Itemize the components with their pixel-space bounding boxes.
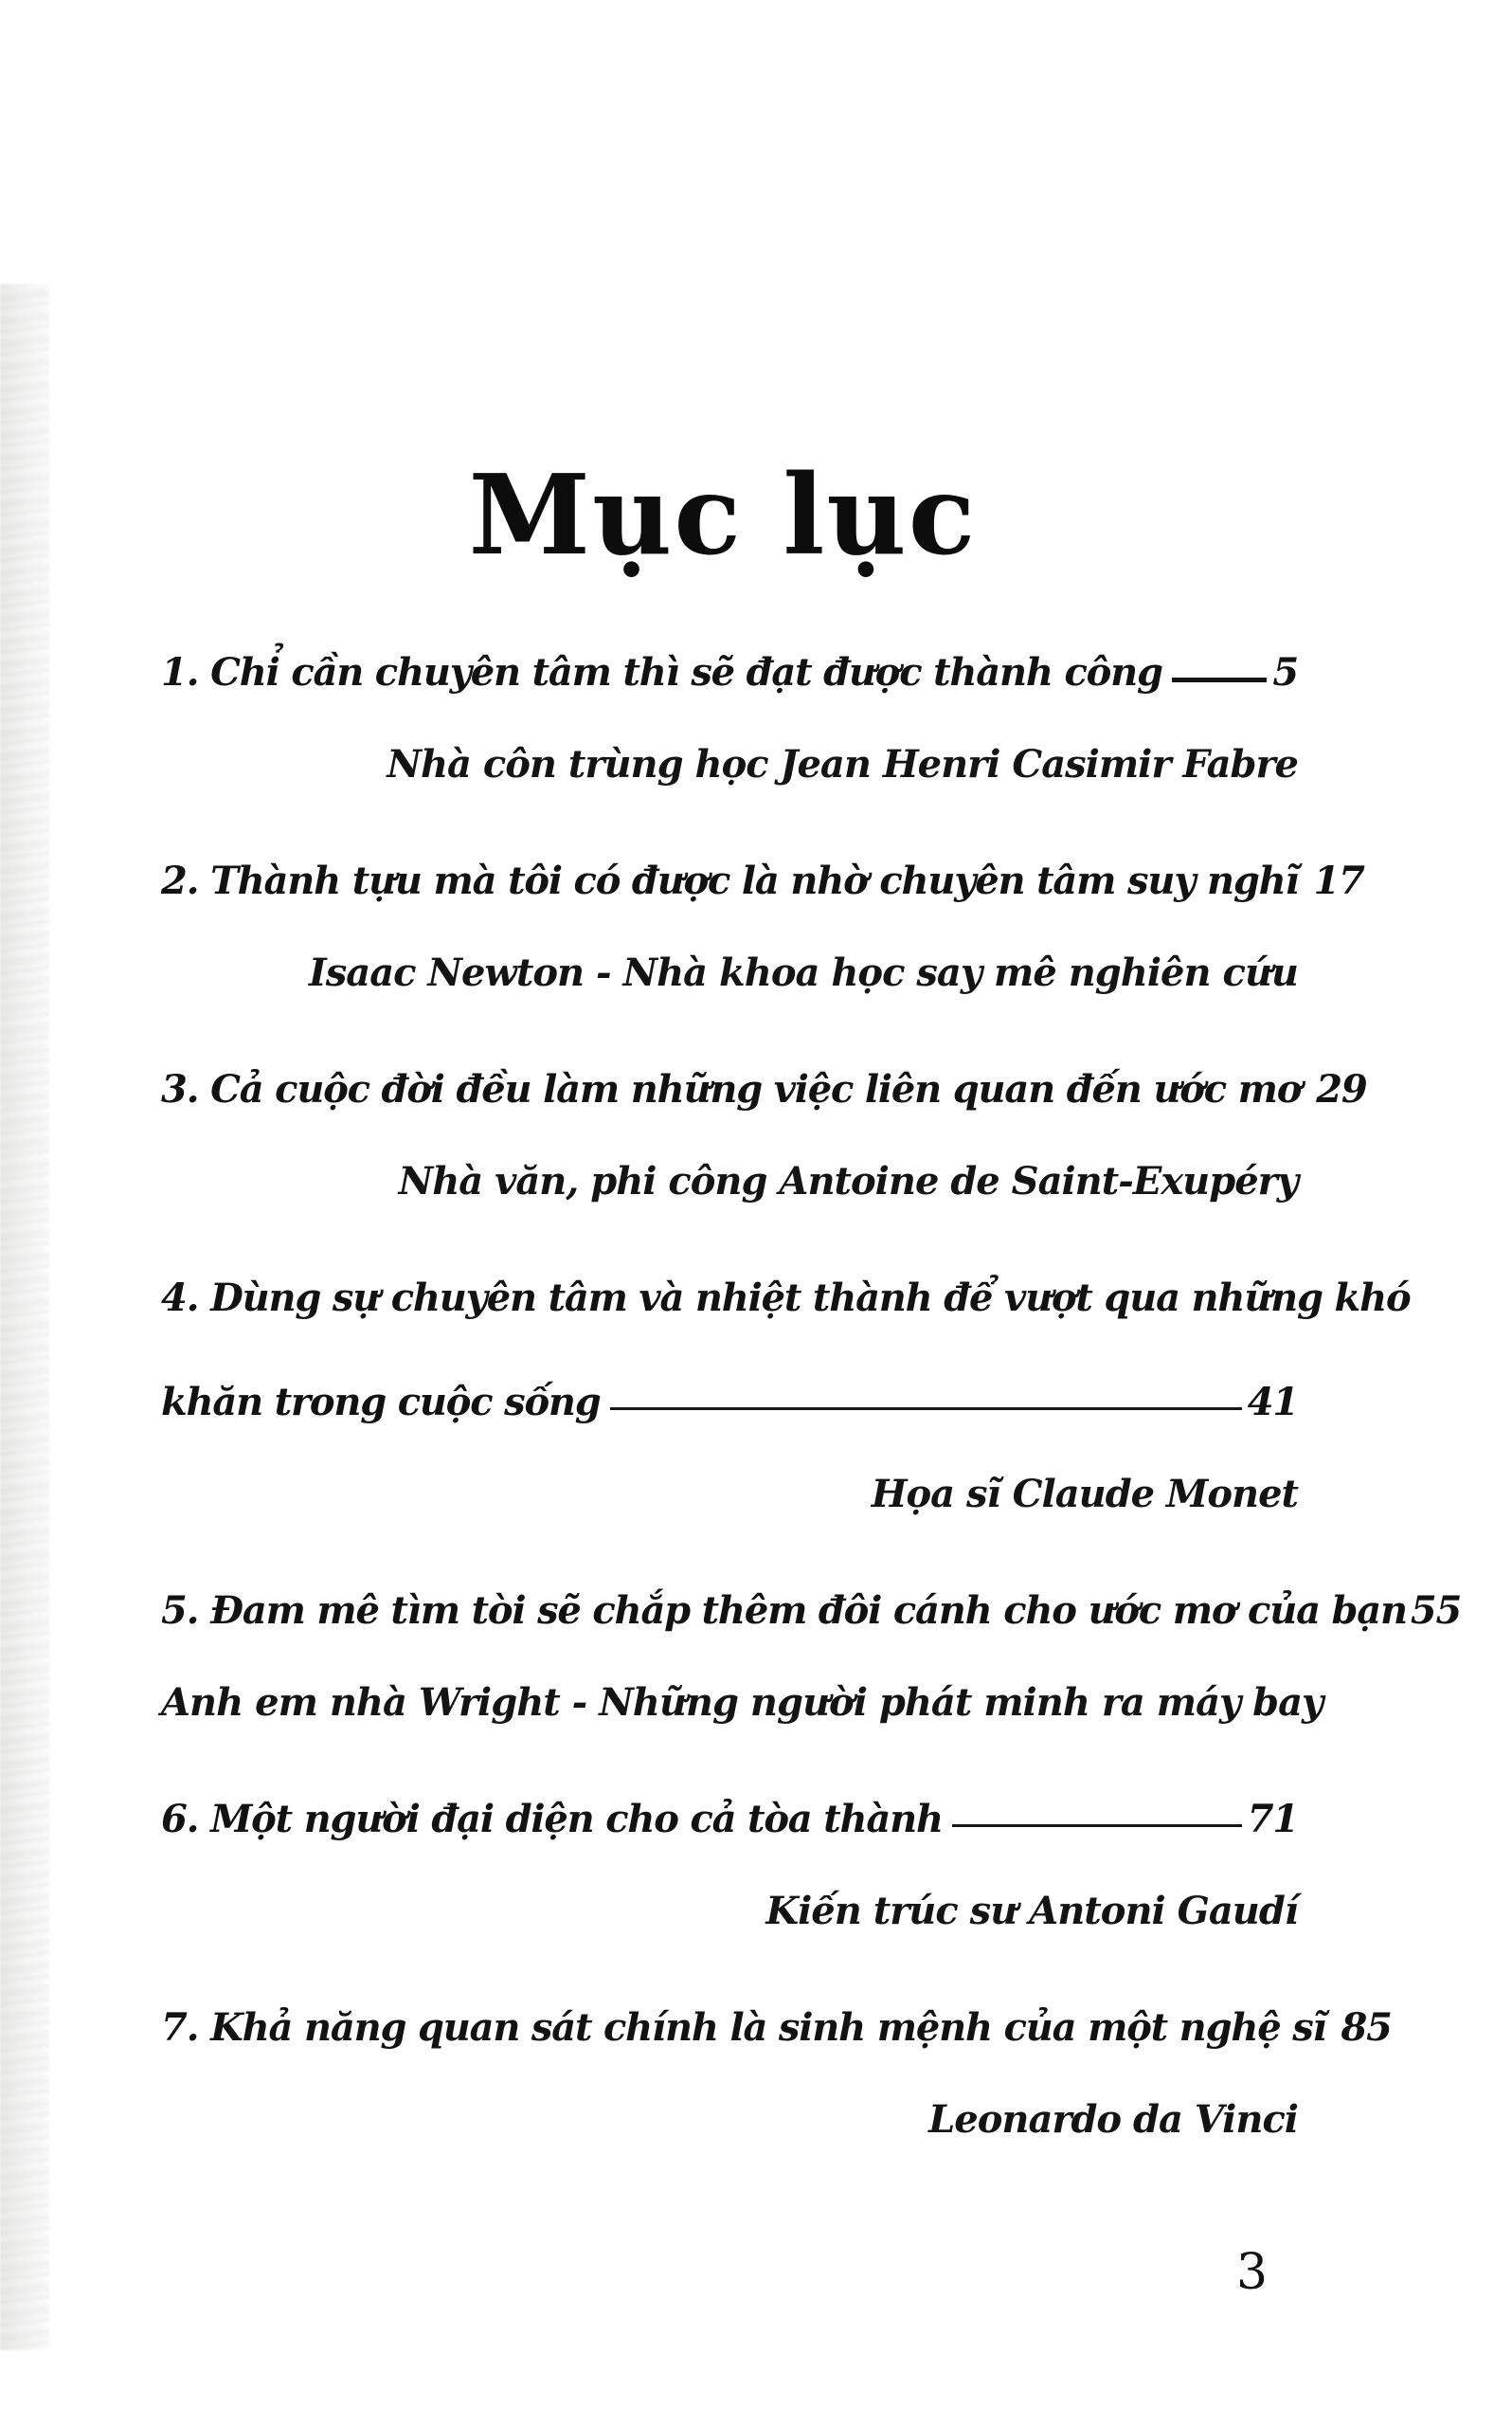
toc-page-number: 17 — [1313, 859, 1364, 903]
toc-author-3: Nhà văn, phi công Antoine de Saint-Exupéry — [398, 1159, 1298, 1204]
toc-entry-title: 3. Cả cuộc đời đều làm những việc liên quan đến ước mơ — [161, 1067, 1302, 1112]
toc-author-4: Họa sĩ Claude Monet — [871, 1472, 1298, 1516]
toc-page-number: 85 — [1341, 2005, 1392, 2050]
scan-gutter-shadow — [0, 284, 49, 2350]
page-title: Mục lục — [468, 450, 978, 580]
toc-page-number: 71 — [1247, 1797, 1298, 1841]
toc-entry-4-line-1 — [161, 1253, 1411, 1320]
toc-author-6: Kiến trúc sư Antoni Gaudí — [765, 1889, 1298, 1933]
toc-entry-title: 1. Chỉ cần chuyên tâm thì sẽ đạt được thành công — [161, 650, 1162, 695]
toc-author-2: Isaac Newton - Nhà khoa học say mê nghiên cứu — [309, 950, 1298, 995]
table-of-contents — [161, 627, 1462, 2191]
toc-entry-title: 4. Dùng sự chuyên tâm và nhiệt thành để vượt qua những khó — [161, 1276, 1411, 1320]
toc-author-1: Nhà côn trùng học Jean Henri Casimir Fabre — [387, 742, 1298, 787]
toc-entry-title: 6. Một người đại diện cho cả tòa thành — [161, 1797, 943, 1841]
toc-page-number: 41 — [1247, 1380, 1298, 1424]
toc-entry-title: 5. Đam mê tìm tòi sẽ chắp thêm đôi cánh cho ước mơ của bạn — [161, 1588, 1407, 1633]
toc-author-5: Anh em nhà Wright - Những người phát minh ra máy bay — [161, 1680, 1323, 1725]
toc-entry-5 — [161, 1566, 1462, 1633]
toc-entry-2 — [161, 836, 1364, 903]
toc-page-number: 5 — [1272, 650, 1298, 695]
toc-author-7: Leonardo da Vinci — [928, 2097, 1298, 2142]
toc-page-number: 55 — [1410, 1588, 1462, 1633]
leader-line — [1172, 678, 1268, 682]
toc-page-number: 29 — [1316, 1067, 1367, 1112]
folio-page-number: 3 — [1236, 2244, 1269, 2301]
toc-entry-6 — [161, 1774, 1298, 1840]
toc-entry-7 — [161, 1982, 1392, 2050]
leader-line — [610, 1407, 1242, 1410]
toc-entry-4-line-2 — [161, 1357, 1298, 1423]
toc-entry-title-continued: khăn trong cuộc sống — [161, 1380, 601, 1424]
toc-entry-3 — [161, 1044, 1367, 1112]
toc-entry-title: 7. Khả năng quan sát chính là sinh mệnh của một nghệ sĩ — [161, 2005, 1326, 2050]
leader-line — [952, 1824, 1242, 1827]
toc-entry-title: 2. Thành tựu mà tôi có được là nhờ chuyên tâm suy nghĩ — [161, 859, 1299, 903]
toc-entry-1 — [161, 627, 1298, 694]
